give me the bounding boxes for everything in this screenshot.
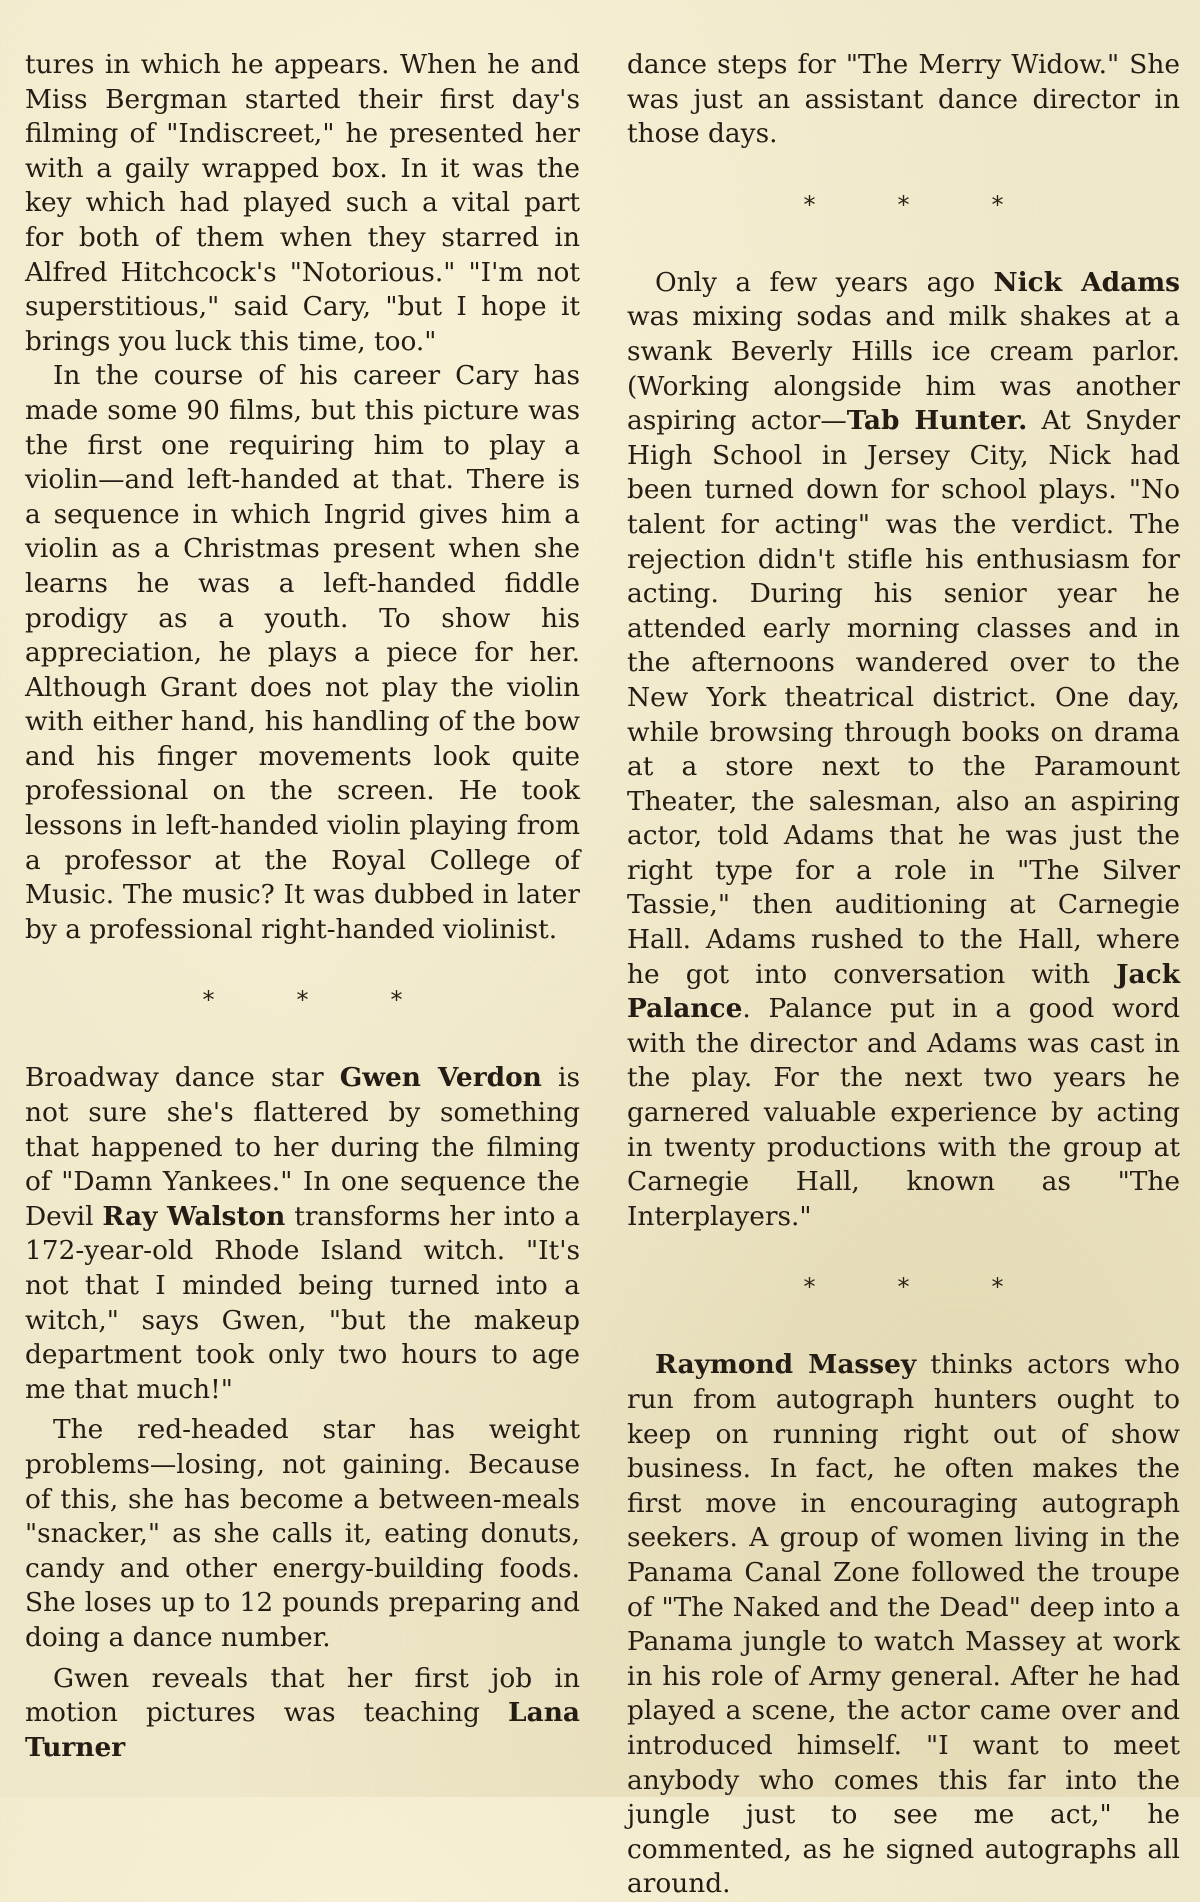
person-name-jack-palance: Jack Palance [627,958,1180,1025]
star-glyph: * [202,986,215,1015]
text-run: . Palance put in a good word with the director and Adams was cast in the play. For the next two years he garnered valuable experience by acting in twenty productions with the group at Carnegie Hall, known as "The Interplayers." [627,993,1180,1232]
star-glyph: * [991,1273,1004,1302]
paragraph-cary-violin: In the course of his career Cary has made some 90 films, but this picture was the first one requiring him to play a violin—and left-handed at that. There is a sequence in which Ingrid gives him a violin as a Christmas present when she learns he was a left-handed fiddle prodigy as a youth. To show his appreciation, he plays a piece for her. Although Grant does not play the violin with either hand, his handling of the bow and his finger movements look quite professional on the screen. He took lessons in left-handed violin playing from a professor at the Royal College of Music. The music? It was dubbed in later by a professional right-handed violinist. [25,360,580,945]
person-name-nick-adams: Nick Adams [993,266,1180,298]
paragraph-gwen-verdon [25,1061,580,1407]
star-glyph: * [296,986,309,1015]
star-glyph: * [897,1273,910,1302]
text-run: thinks actors who run from autograph hunters ought to keep on running right out of show business. In fact, he often makes the first move in encouraging autograph seekers. A group of women living in the Panama Canal Zone followed the troupe of "The Naked and the Dead" deep into a Panama jungle to watch Massey at work in his role of Army general. After he had played a scene, the actor came over and introduced himself. "I want to meet anybody who comes this far into the jungle just to see me act," he commented, as he signed autographs all around. [627,1349,1180,1900]
text-run: Gwen reveals that her first job in motion pictures was teaching [25,1662,580,1729]
person-name-gwen-verdon: Gwen Verdon [339,1062,542,1094]
person-name-lana-turner: Lana Turner [25,1697,580,1763]
person-name-tab-hunter: Tab Hunter. [846,405,1028,437]
star-glyph: * [390,986,403,1015]
paragraph-first-job [25,1662,580,1766]
left-column [25,48,580,1765]
text-run: transforms her into a 172-year-old Rhode Island witch. "It's not that I minded being turned into a witch," says Gwen, "but the makeup department took only two hours to age me that much!" [25,1200,580,1405]
person-name-raymond-massey: Raymond Massey [655,1349,917,1381]
paragraph-raymond-massey [627,1348,1180,1902]
star-glyph: * [803,190,816,219]
section-separator [25,985,580,1015]
text-run: At Snyder High School in Jersey City, Nick had been turned down for school plays. "No talent for acting" was the verdict. The rejection didn't stifle his enthusiasm for acting. During his senior year he attended early morning classes and in the afternoons wandered over to the New York theatrical district. One day, while browsing through books on drama at a store next to the Paramount Theater, the salesman, also an aspiring actor, told Adams that he was just the right type for a role in "The Silver Tassie," then auditioning at Carnegie Hall. Adams rushed to the Hall, where he got into conversation with [627,405,1180,990]
text-run: Broadway dance star [25,1062,340,1094]
star-glyph: * [803,1273,816,1302]
person-name-ray-walston: Ray Walston [102,1200,286,1232]
paragraph-nick-adams [627,266,1180,1235]
star-glyph: * [991,190,1004,219]
section-separator [627,190,1180,220]
paragraph-merry-widow: dance steps for "The Merry Widow." She was just an assistant dance director in those days. [627,49,1180,150]
section-separator [627,1272,1180,1302]
text-run: is not sure she's flattered by something that happened to her during the filming of "Damn Yankees." In one sequence the Devil [25,1062,580,1232]
text-run: was mixing sodas and milk shakes at a swank Beverly Hills ice cream parlor. (Working alongside him was another aspiring actor— [627,301,1180,437]
paragraph-cary-key: tures in which he appears. When he and Miss Bergman started their first day's filming of "Indiscreet," he presented her with a gaily wrapped box. In it was the key which had played such a vital part for both of them when they starred in Alfred Hitchcock's "Notorious." "I'm not superstitious," said Cary, "but I hope it brings you luck this time, too." [25,49,580,357]
text-run: Only a few years ago [655,266,994,298]
right-column [627,48,1180,1902]
paragraph-weight-problems: The red-headed star has weight problems—losing, not gaining. Because of this, she has become a between-meals "snacker," as she calls it, eating donuts, candy and other energy-building foods. She loses up to 12 pounds preparing and doing a dance number. [25,1414,580,1653]
star-glyph: * [897,190,910,219]
